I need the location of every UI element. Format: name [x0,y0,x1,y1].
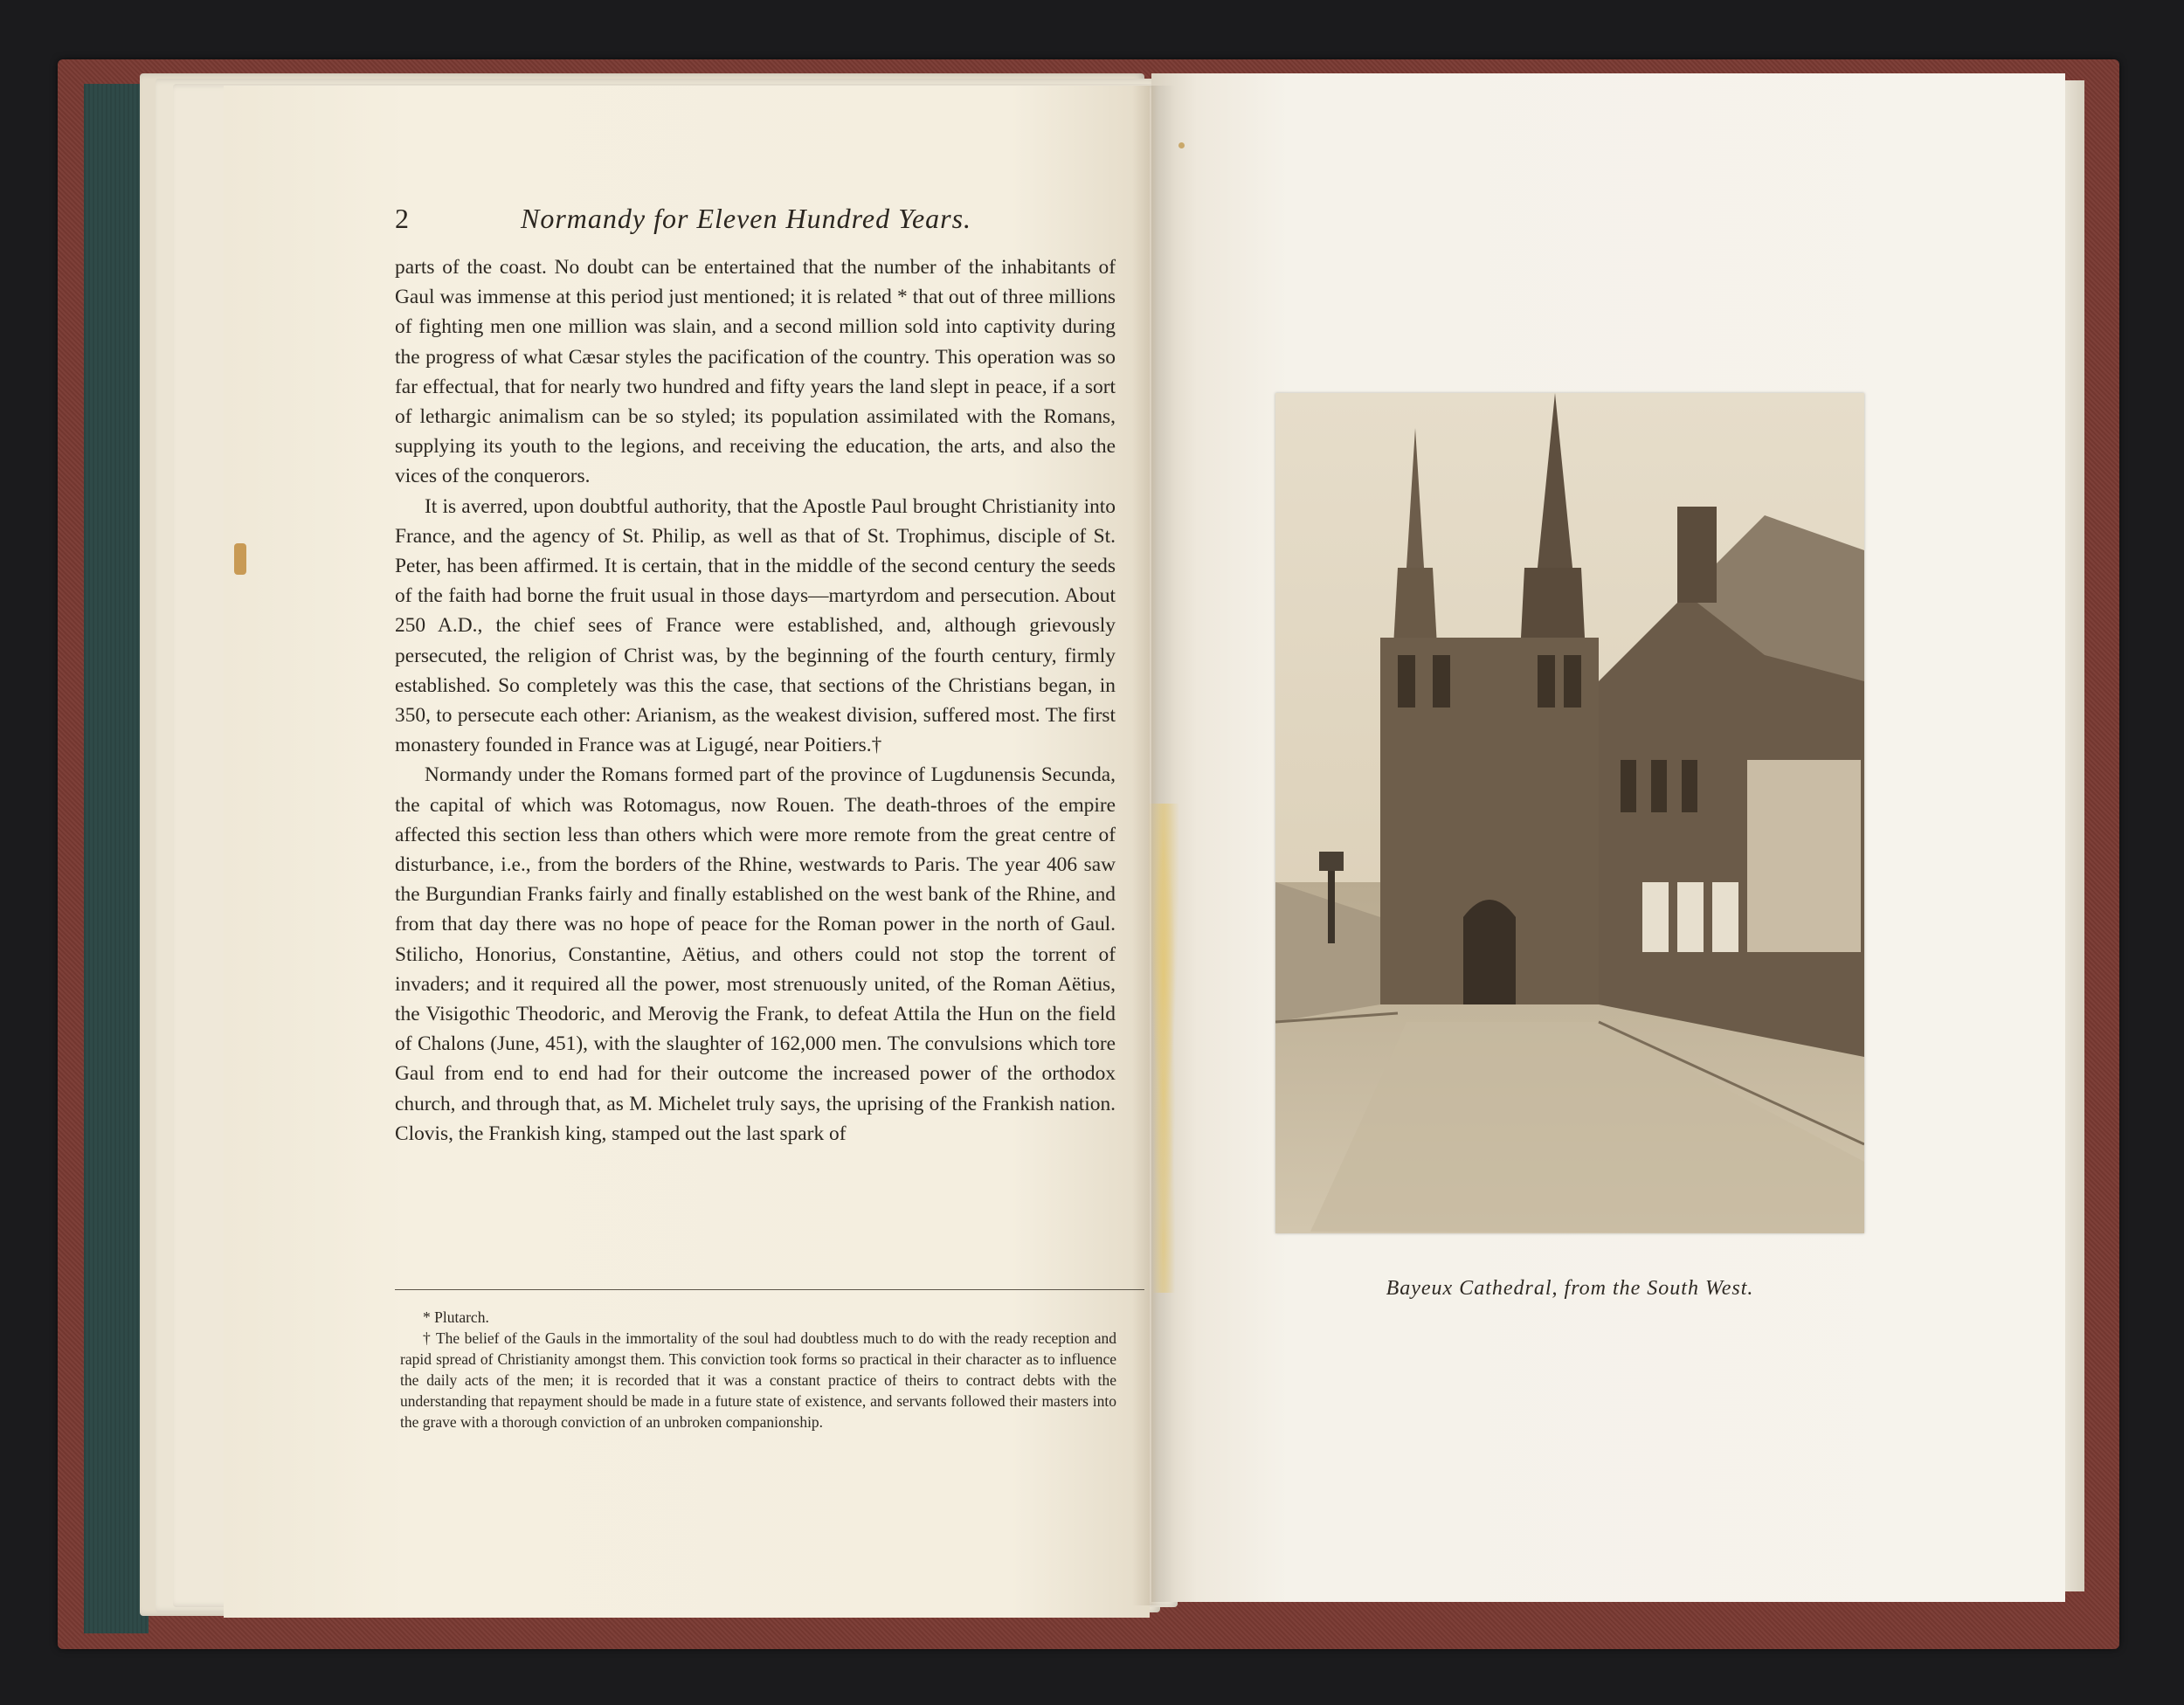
footnote-rule [395,1289,1144,1290]
running-title: Normandy for Eleven Hundred Years. [521,203,972,234]
paragraph: parts of the coast. No doubt can be entertained that the number of the inhabitants of Gaul was immense at this period just mentioned; it is related * that out of three millions of fighting men one million was slain, and a second million sold into captivity during the progress of what Cæsar styles the pacification of the country. This operation was so far effectual, that for nearly two hundred and fifty years the land slept in peace, if a sort of lethargic animalism can be so styled; its population assimilated with the Romans, supplying its youth to the legions, and receiving the education, the arts, and also the vices of the conquerors. [395,256,1116,488]
chimney [1677,507,1717,603]
footnotes [400,1307,1116,1432]
paper-blemish [1178,142,1185,148]
page-edge-right [2065,80,2084,1591]
endpaper-green [84,84,149,1633]
street-lamp [1328,865,1335,943]
paper-blemish [234,543,246,575]
cathedral-photograph [1275,393,1864,1233]
page-number: 2 [395,203,409,234]
cathedral-portal [1463,900,1516,1004]
paragraph: It is averred, upon doubtful authority, that the Apostle Paul brought Christianity into France, and the agency of St. Philip, as well as that of St. Trophimus, disciple of St. Peter, has been affirmed. It is certain, that in the middle of the second century the seeds of the faith had borne the fruit usual in those days—martyrdom and persecution. About 250 A.D., the chief sees of France were established, and, although grievously persecuted, the religion of Christ was, by the beginning of the fourth century, firmly established. So completely was this the case, that sections of the Christians began, in 350, to persecute each other: Arianism, as the weakest division, suffered most. The first monastery founded in France was at Ligugé, near Poitiers.† [395,494,1116,757]
footnote: † The belief of the Gauls in the immortality of the soul had doubtless much to do with the ready reception and rapid spread of Christianity amongst them. This conviction took forms so practical in their character as to influence the daily acts of the men; it is recorded that it was a constant practice of theirs to contract debts with the understanding that repayment should be made in a future state of existence, and servants followed their masters into the grave with a thorough conviction of an unbroken companionship. [400,1329,1116,1431]
body-text [395,252,1116,1149]
running-head [395,203,1111,246]
paragraph: Normandy under the Romans formed part of the province of Lugdunensis Secunda, the capital of which was Rotomagus, now Rouen. The death-throes of the empire affected this section less than others which were more remote from the great centre of disturbance, i.e., from the borders of the Rhine, westwards to Paris. The year 406 saw the Burgundian Franks fairly and finally established on the west bank of the Rhine, and from that day there was no hope of peace for the Roman power in the north of Gaul. Stilicho, Honorius, Constantine, Aëtius, and others could not stop the torrent of invaders; and it required all the power, most strenuously united, of the Roman Aëtius, the Visigothic Theodoric, and Merovig the Frank, to defeat Attila the Hun on the field of Chalons (June, 451), with the slaughter of 162,000 men. The convulsions which tore Gaul from end to end had for their outcome the increased power of the orthodox church, and through that, as M. Michelet truly says, the uprising of the Frankish nation. Clovis, the Frankish king, stamped out the last spark of [395,763,1116,1145]
glue-stain [1136,804,1192,1293]
cathedral-photo-illustration [1275,393,1864,1233]
footnote: * Plutarch. [423,1308,489,1326]
photo-caption: Bayeux Cathedral, from the South West. [1386,1277,1754,1300]
